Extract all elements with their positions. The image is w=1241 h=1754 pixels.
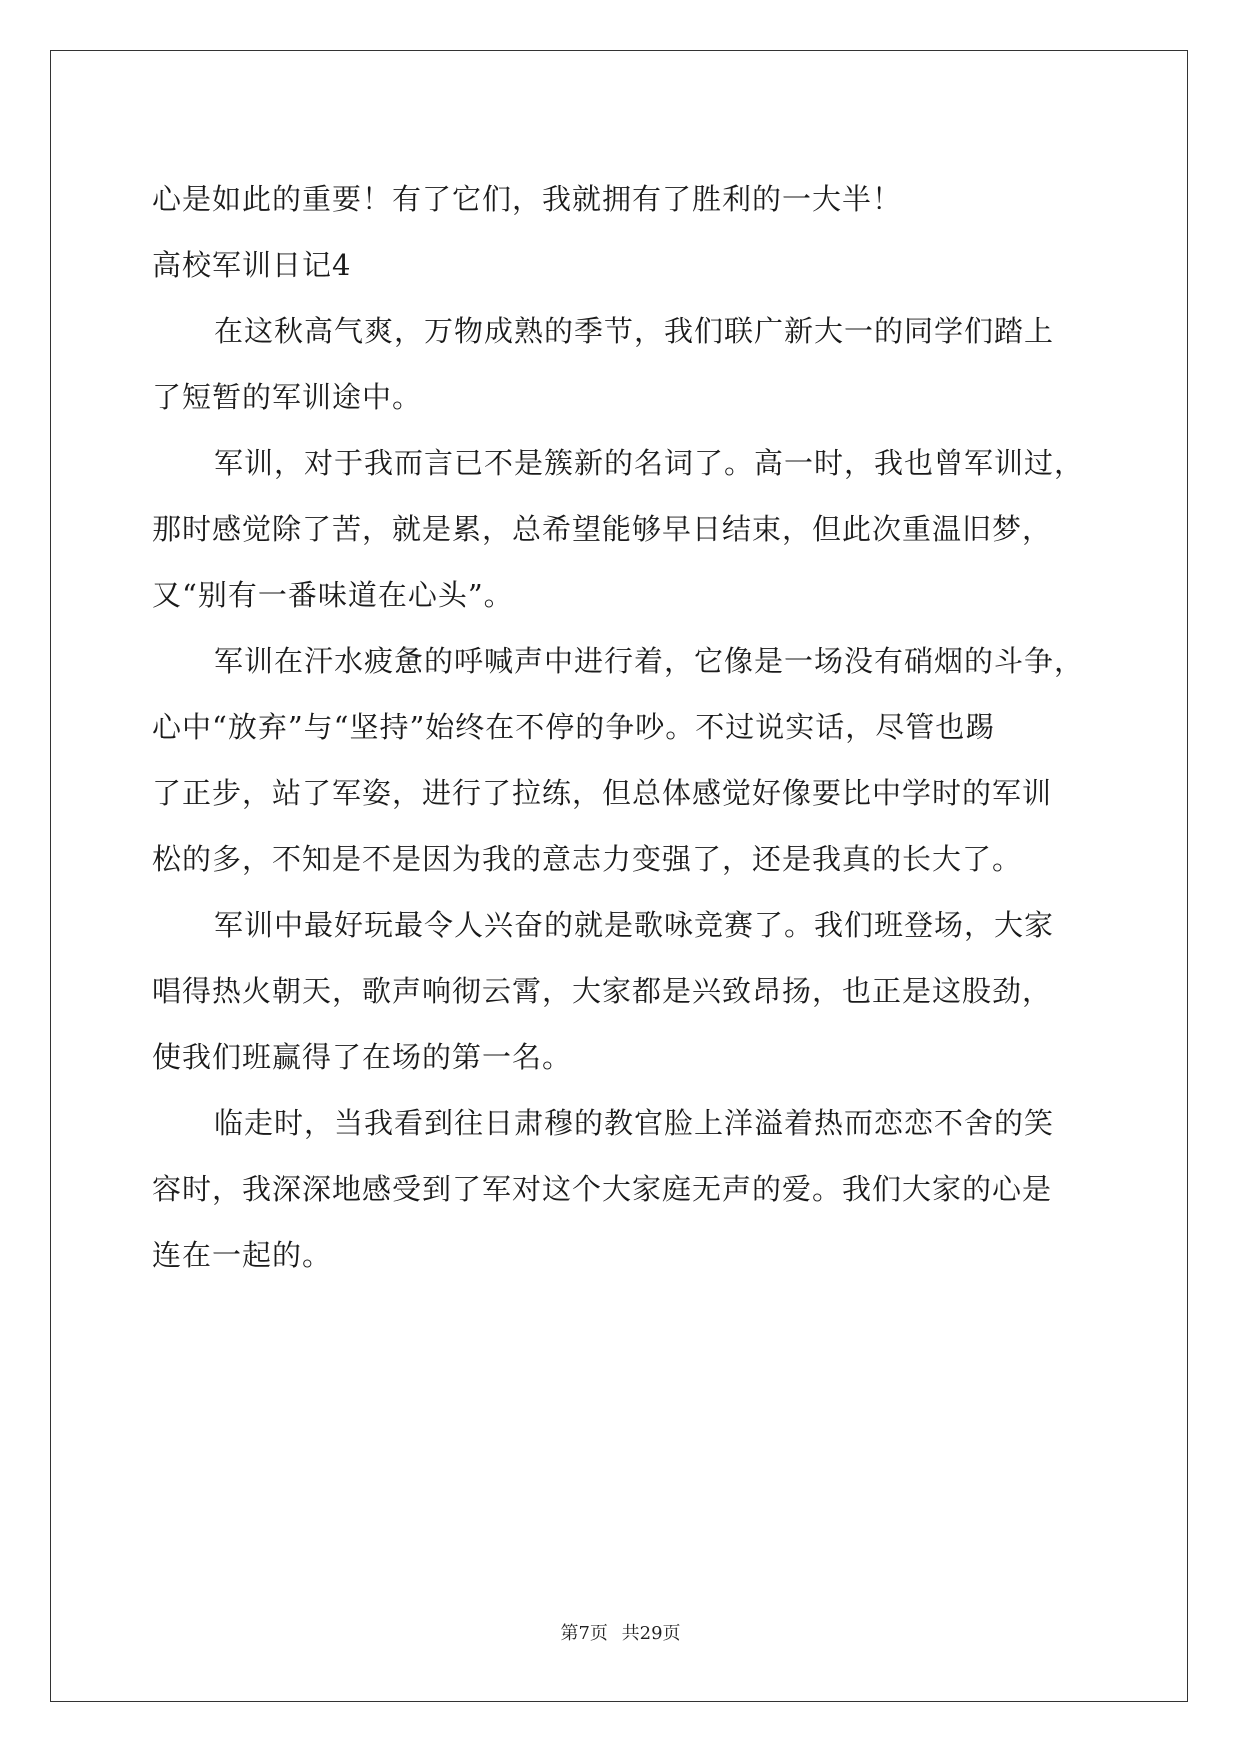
document-body (152, 166, 1092, 1288)
text-line: 了短暂的军训途中。 (152, 380, 423, 414)
text-line: 容时，我深深地感受到了军对这个大家庭无声的爱。我们大家的心是 (152, 1172, 1053, 1206)
text-line: 那时感觉除了苦，就是累，总希望能够早日结束，但此次重温旧梦， (152, 512, 1053, 546)
text-line: 军训中最好玩最令人兴奋的就是歌咏竞赛了。我们班登场，大家 (214, 908, 1055, 942)
text-line: 临走时，当我看到往日肃穆的教官脸上洋溢着热而恋恋不舍的笑 (214, 1106, 1055, 1140)
text-line: 心中“放弃”与“坚持”始终在不停的争吵。不过说实话，尽管也踢 (152, 710, 996, 744)
text-line: 松的多，不知是不是因为我的意志力变强了，还是我真的长大了。 (152, 842, 1023, 876)
section-heading: 高校军训日记4 (152, 248, 352, 282)
text-line: 使我们班赢得了在场的第一名。 (152, 1040, 573, 1074)
page-footer (0, 1619, 1241, 1645)
text-line: 连在一起的。 (152, 1238, 333, 1272)
page-number: 第7页 (560, 1623, 608, 1644)
text-line: 又“别有一番味道在心头”。 (152, 578, 514, 612)
page-total: 共29页 (621, 1623, 681, 1644)
text-line: 军训，对于我而言已不是簇新的名词了。高一时，我也曾军训过， (214, 446, 1085, 480)
text-line: 在这秋高气爽，万物成熟的季节，我们联广新大一的同学们踏上 (214, 314, 1055, 348)
text-line: 军训在汗水疲惫的呼喊声中进行着，它像是一场没有硝烟的斗争， (214, 644, 1085, 678)
text-line: 唱得热火朝天，歌声响彻云霄，大家都是兴致昂扬，也正是这股劲， (152, 974, 1053, 1008)
text-line: 心是如此的重要！有了它们，我就拥有了胜利的一大半！ (152, 182, 903, 216)
text-line: 了正步，站了军姿，进行了拉练，但总体感觉好像要比中学时的军训 (152, 776, 1053, 810)
